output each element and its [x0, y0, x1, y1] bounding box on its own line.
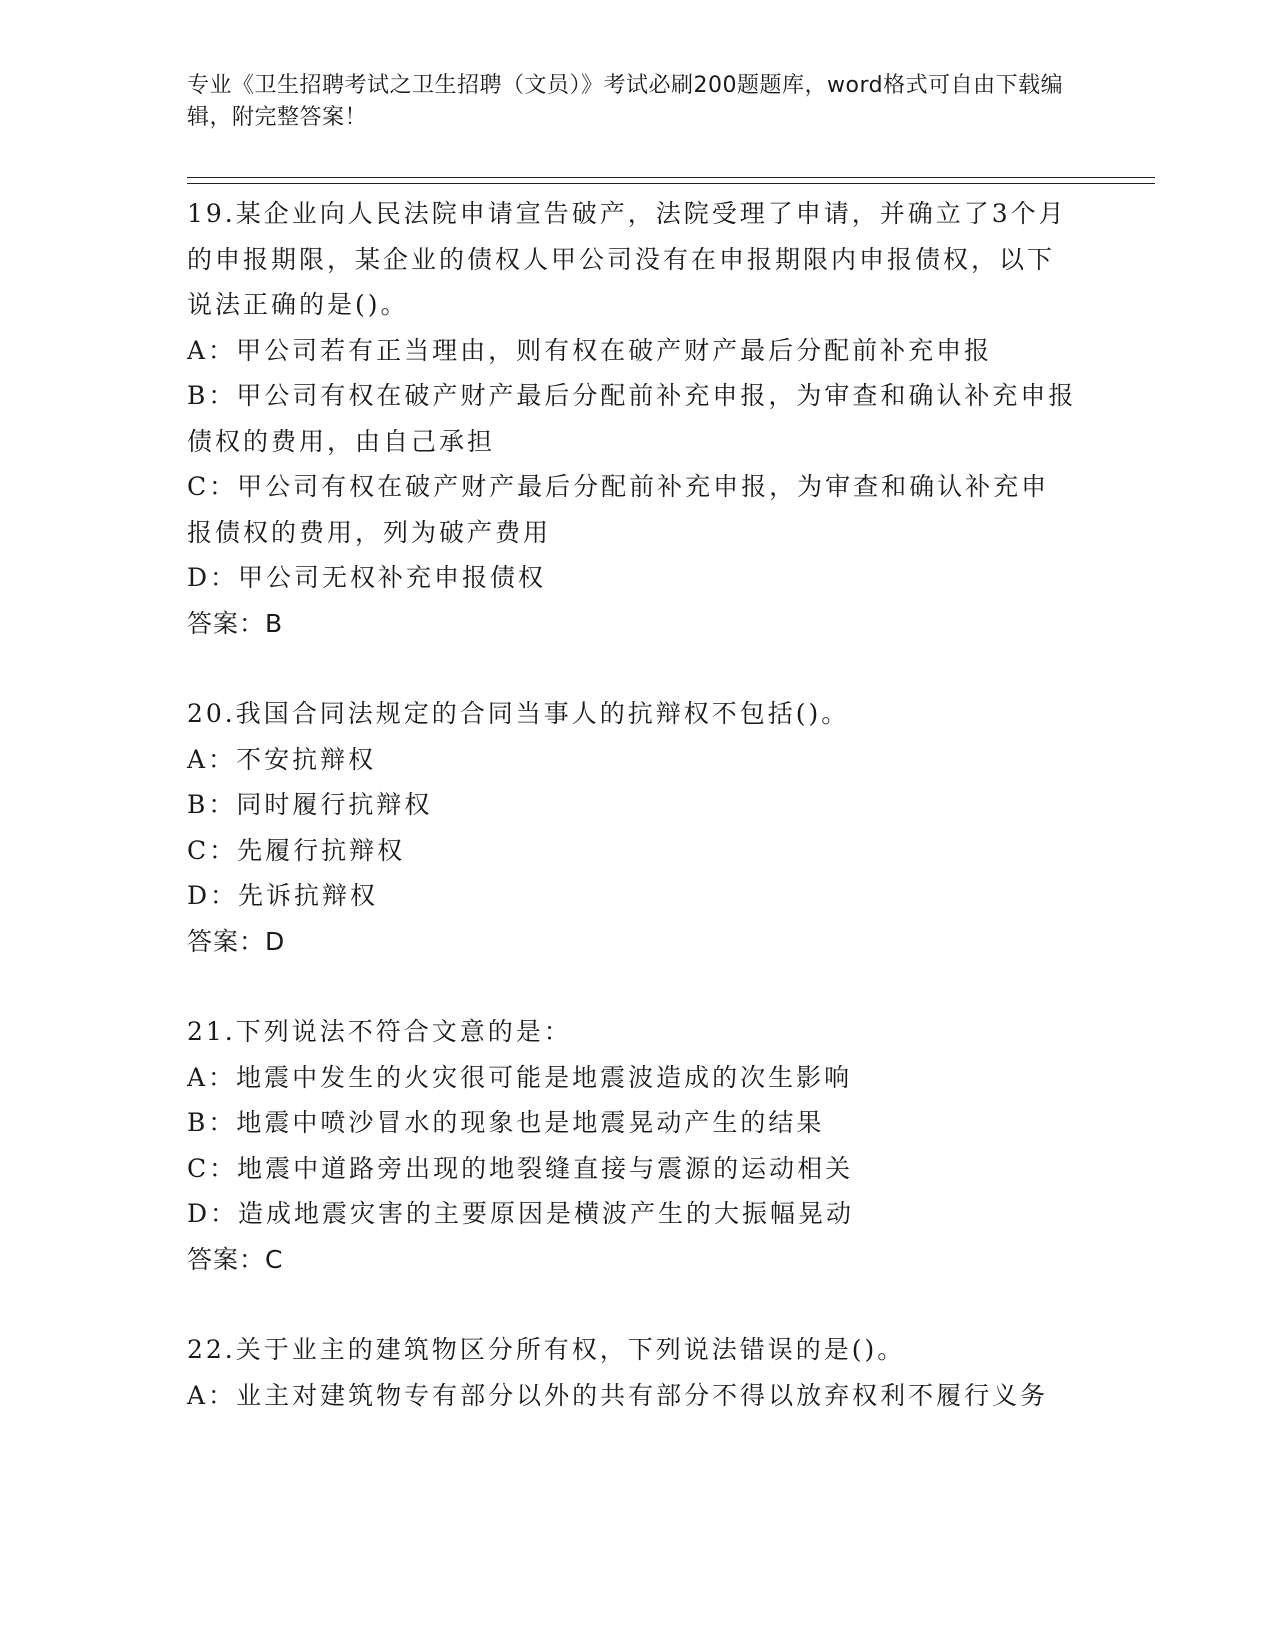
option-b [187, 782, 1077, 828]
option-c [187, 464, 1077, 555]
question-stem: 19.某企业向人民法院申请宣告破产，法院受理了申请，并确立了3个月的申报期限，某企业的债权人甲公司没有在申报期限内申报债权，以下说法正确的是()。 [187, 199, 1067, 319]
option-text: 先诉抗辩权 [238, 881, 379, 910]
answer-line: 答案：C [187, 1244, 284, 1274]
option-key: A： [187, 335, 237, 365]
question-21 [187, 1009, 1077, 1282]
option-a [187, 1373, 1077, 1419]
option-c [187, 1146, 1077, 1192]
option-text: 地震中道路旁出现的地裂缝直接与震源的运动相关 [237, 1153, 854, 1183]
question-stem: 22.关于业主的建筑物区分所有权，下列说法错误的是()。 [187, 1335, 906, 1364]
option-key: B： [187, 381, 237, 410]
option-text: 地震中喷沙冒水的现象也是地震晃动产生的结果 [236, 1108, 825, 1137]
option-key: C： [187, 1153, 238, 1183]
option-b [187, 373, 1077, 464]
option-key: B： [187, 790, 237, 819]
option-text: 先履行抗辩权 [237, 835, 406, 865]
option-key: D： [187, 1199, 239, 1228]
option-text: 地震中发生的火灾很可能是地震波造成的次生影响 [236, 1062, 853, 1092]
option-key: D： [187, 881, 239, 910]
document-header: 专业《卫生招聘考试之卫生招聘（文员）》考试必刷200题题库，word格式可自由下载编辑，附完整答案！ [187, 73, 1064, 130]
option-key: C： [187, 472, 238, 501]
question-list [187, 191, 1077, 1418]
option-a [187, 737, 1077, 783]
option-text: 甲公司有权在破产财产最后分配前补充申报，为审查和确认补充申报债权的费用，列为破产费用 [187, 472, 1050, 547]
question-22 [187, 1327, 1077, 1418]
option-text: 甲公司无权补充申报债权 [238, 563, 547, 592]
option-key: B： [187, 1108, 237, 1137]
question-stem: 21.下列说法不符合文意的是： [187, 1017, 572, 1046]
header-divider-bottom [187, 183, 1155, 184]
option-key: A： [187, 1380, 237, 1410]
option-d [187, 873, 1077, 919]
option-text: 不安抗辩权 [236, 744, 377, 774]
option-d [187, 1191, 1077, 1237]
option-a [187, 1055, 1077, 1101]
option-key: A： [187, 1062, 237, 1092]
option-text: 造成地震灾害的主要原因是横波产生的大振幅晃动 [238, 1199, 855, 1228]
option-b [187, 1100, 1077, 1146]
option-c [187, 828, 1077, 874]
option-text: 同时履行抗辩权 [236, 790, 433, 819]
answer-line: 答案：D [187, 926, 286, 956]
option-d [187, 555, 1077, 601]
option-key: C： [187, 835, 238, 865]
option-key: A： [187, 744, 237, 774]
question-stem: 20.我国合同法规定的合同当事人的抗辩权不包括()。 [187, 699, 850, 728]
option-text: 甲公司有权在破产财产最后分配前补充申报，为审查和确认补充申报债权的费用，由自己承担 [187, 381, 1077, 456]
answer-line: 答案：B [187, 608, 284, 638]
question-20 [187, 691, 1077, 964]
question-19 [187, 191, 1077, 646]
option-key: D： [187, 563, 239, 592]
option-text: 业主对建筑物专有部分以外的共有部分不得以放弃权利不履行义务 [236, 1380, 1049, 1410]
option-a [187, 328, 1077, 374]
header-divider-top [187, 177, 1155, 178]
option-text: 甲公司若有正当理由，则有权在破产财产最后分配前补充申报 [236, 335, 993, 365]
